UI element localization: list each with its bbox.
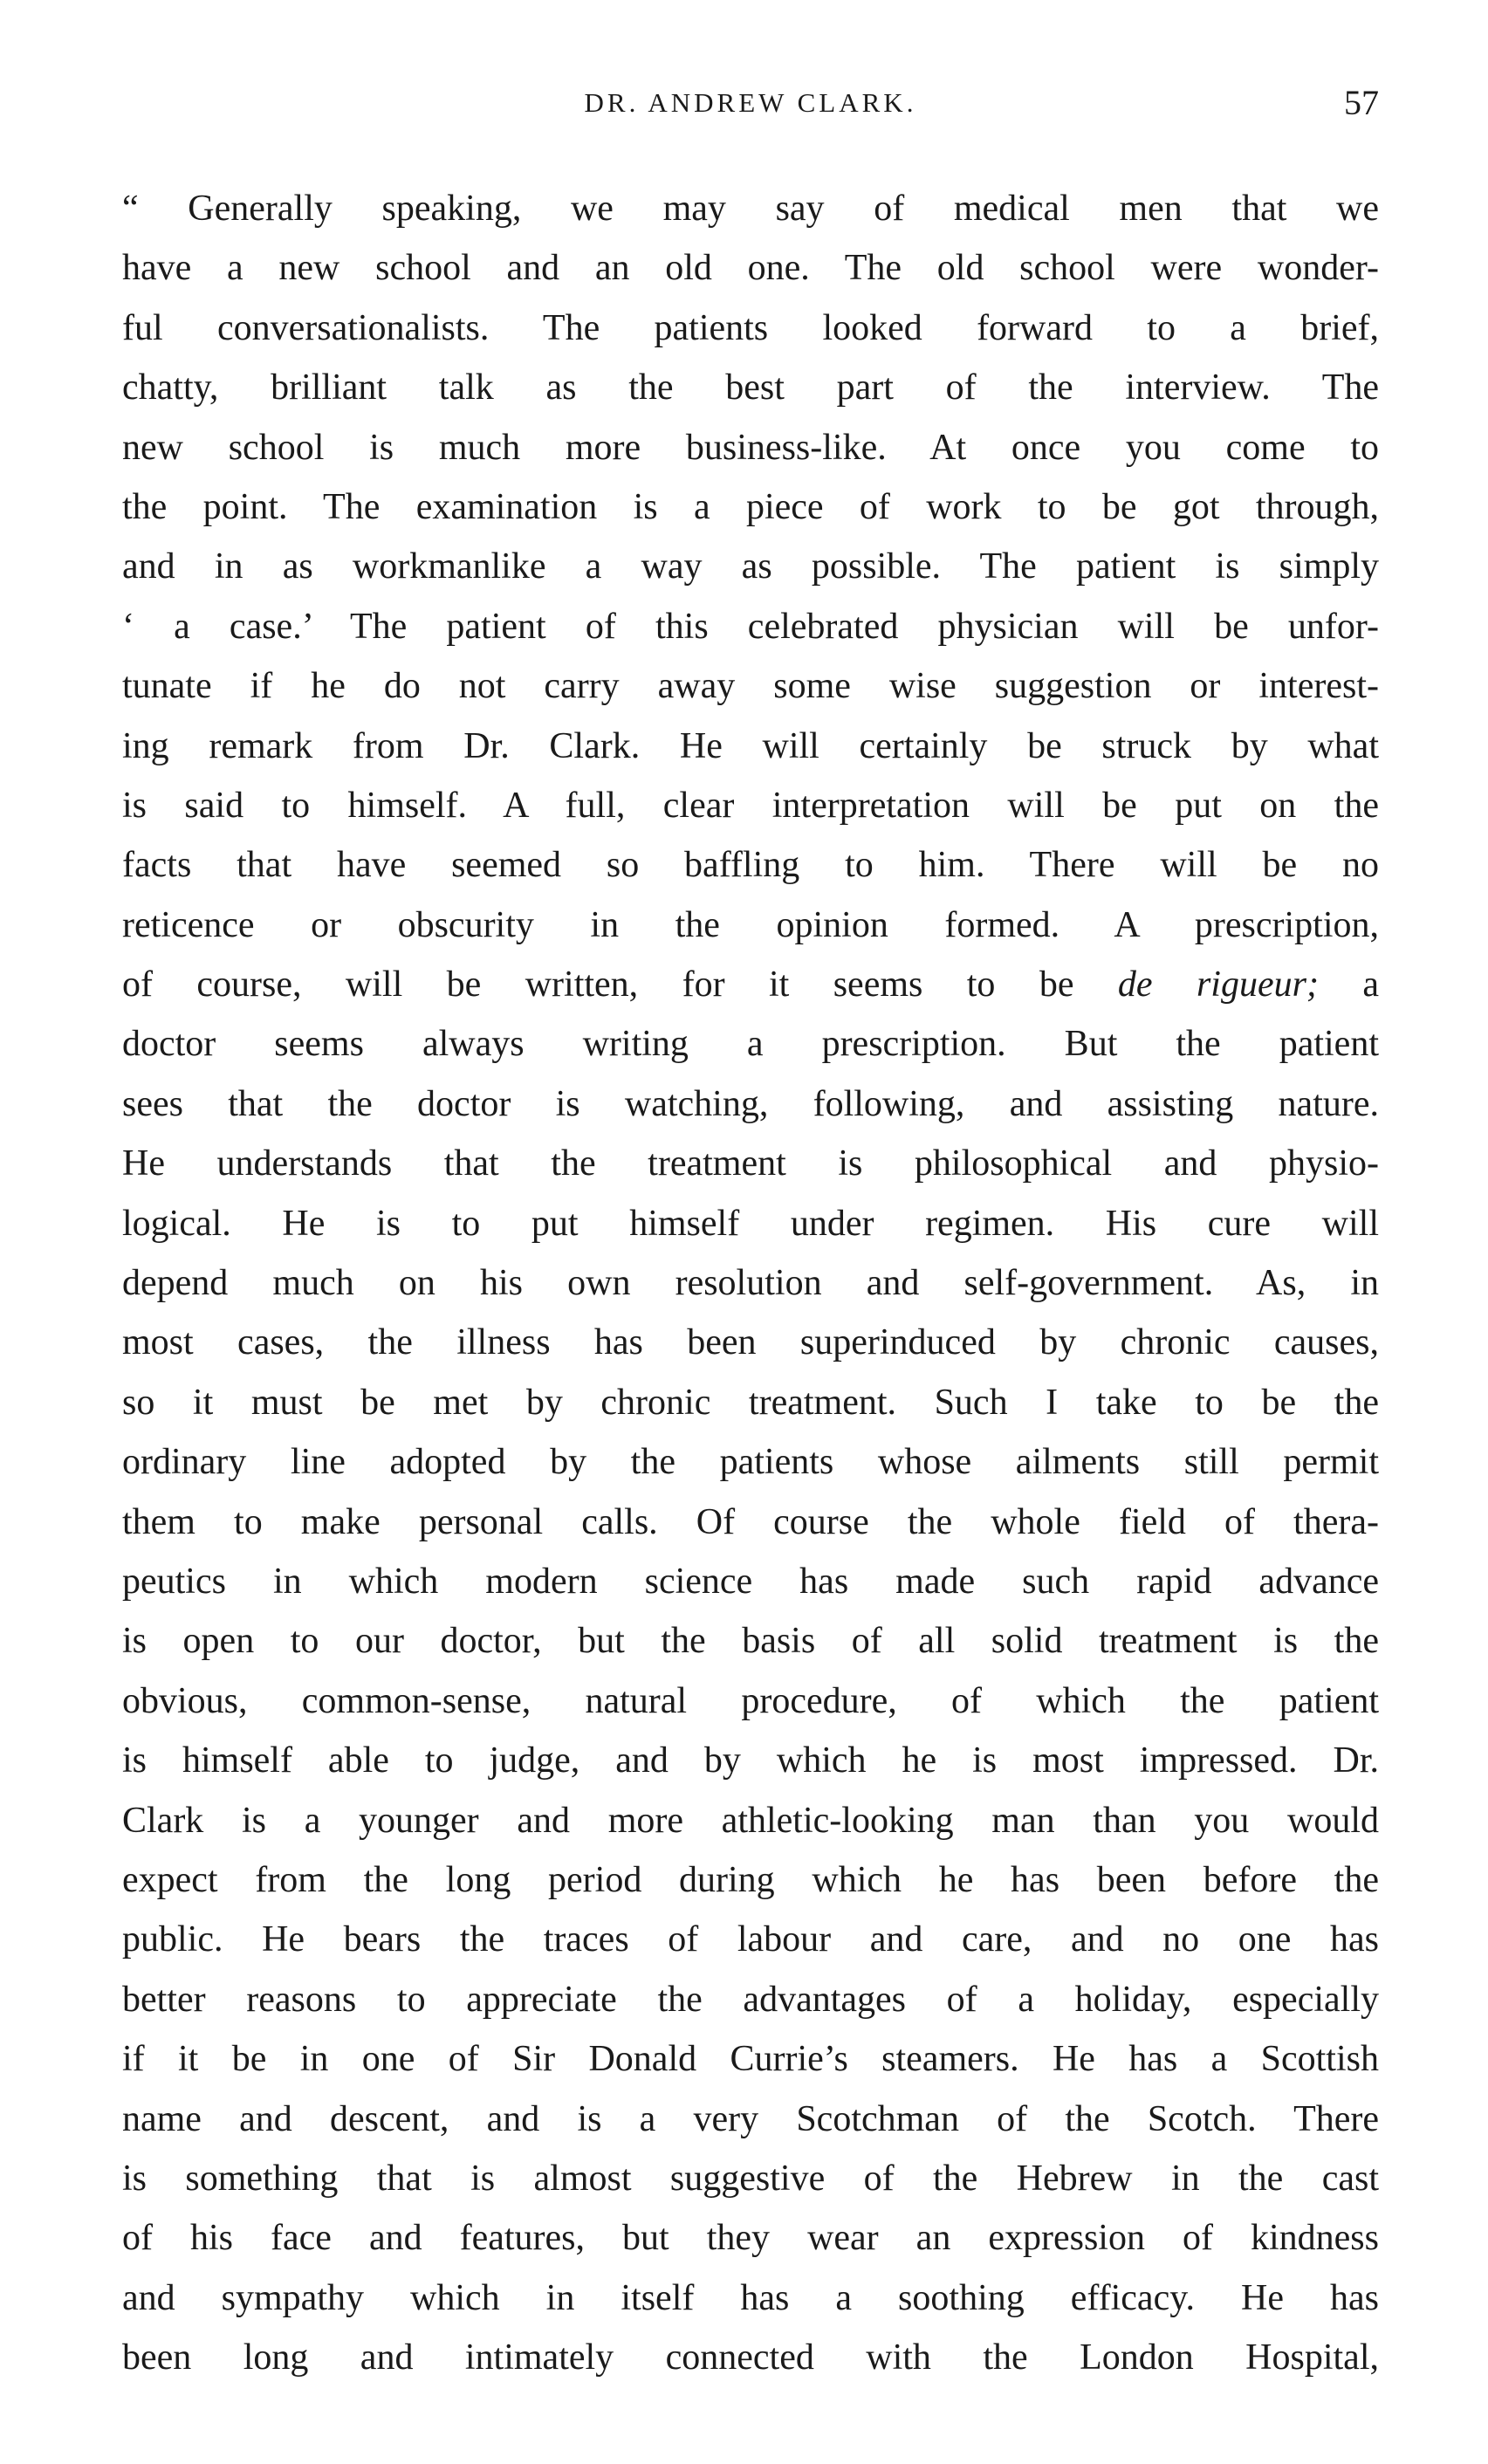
text-line: ful conversationalists. The patients looked forward to a brief, [122, 307, 1379, 348]
text-line: expect from the long period during which he has been before the [122, 1859, 1379, 1900]
text-line: ‘ a case.’ The patient of this celebrated physician will be unfor- [122, 606, 1379, 647]
text-line: He understands that the treatment is philosophical and physio- [122, 1143, 1379, 1184]
italic-phrase: de rigueur; [1117, 964, 1319, 1006]
text-line-mixed [122, 955, 1379, 1014]
text-line: Clark is a younger and more athletic-looking man than you would [122, 1800, 1379, 1841]
text-line: is open to our doctor, but the basis of all solid treatment is the [122, 1621, 1379, 1662]
running-head [122, 83, 1379, 140]
text-line: public. He bears the traces of labour and care, and no one has [122, 1919, 1379, 1960]
text-line: obvious, common-sense, natural procedure, of which the patient [122, 1680, 1379, 1721]
text-line: doctor seems always writing a prescription. But the patient [122, 1024, 1379, 1065]
text-line: so it must be met by chronic treatment. Such I take to be the [122, 1382, 1379, 1423]
running-title: DR. ANDREW CLARK. [584, 87, 917, 118]
text-line: been long and intimately connected with the London Hospital, [122, 2337, 1379, 2378]
text-line: new school is much more business-like. At once you come to [122, 427, 1379, 468]
text-line: chatty, brilliant talk as the best part of the interview. The [122, 367, 1379, 408]
text-line: if it be in one of Sir Donald Currie’s steamers. He has a Scottish [122, 2039, 1379, 2080]
text-line: “ Generally speaking, we may say of medical men that we [122, 189, 1379, 229]
text-line: depend much on his own resolution and self-government. As, in [122, 1263, 1379, 1304]
text-line: reticence or obscurity in the opinion formed. A prescription, [122, 904, 1379, 945]
text-line: the point. The examination is a piece of work to be got through, [122, 486, 1379, 527]
text-line: and in as workmanlike a way as possible. The patient is simply [122, 546, 1379, 587]
text-line: most cases, the illness has been superinduced by chronic causes, [122, 1322, 1379, 1363]
text-line: ordinary line adopted by the patients whose ailments still permit [122, 1442, 1379, 1483]
text-line: better reasons to appreciate the advantages of a holiday, especially [122, 1979, 1379, 2020]
text-line: ing remark from Dr. Clark. He will certainly be struck by what [122, 725, 1379, 766]
text-line: tunate if he do not carry away some wise suggestion or interest- [122, 666, 1379, 707]
body-text [122, 179, 1379, 2387]
text-line: sees that the doctor is watching, following, and assisting nature. [122, 1083, 1379, 1124]
text-line: peutics in which modern science has made such rapid advance [122, 1561, 1379, 1602]
text-line: is said to himself. A full, clear interpretation will be put on the [122, 785, 1379, 826]
text-line: is something that is almost suggestive of the Hebrew in the cast [122, 2158, 1379, 2199]
text-line: facts that have seemed so baffling to him. There will be no [122, 845, 1379, 886]
text-line: and sympathy which in itself has a soothing efficacy. He has [122, 2277, 1379, 2318]
text-line: them to make personal calls. Of course the whole field of thera- [122, 1501, 1379, 1542]
page-number: 57 [1344, 83, 1379, 122]
text-segment: of course, will be written, for it seems to be [122, 964, 1074, 1006]
text-line: name and descent, and is a very Scotchman of the Scotch. There [122, 2098, 1379, 2139]
text-line: have a new school and an old one. The old school were wonder- [122, 248, 1379, 289]
text-line: of his face and features, but they wear an expression of kindness [122, 2218, 1379, 2259]
text-line: logical. He is to put himself under regimen. His cure will [122, 1203, 1379, 1244]
text-segment: a [1362, 964, 1379, 1006]
text-line: is himself able to judge, and by which he is most impressed. Dr. [122, 1740, 1379, 1781]
